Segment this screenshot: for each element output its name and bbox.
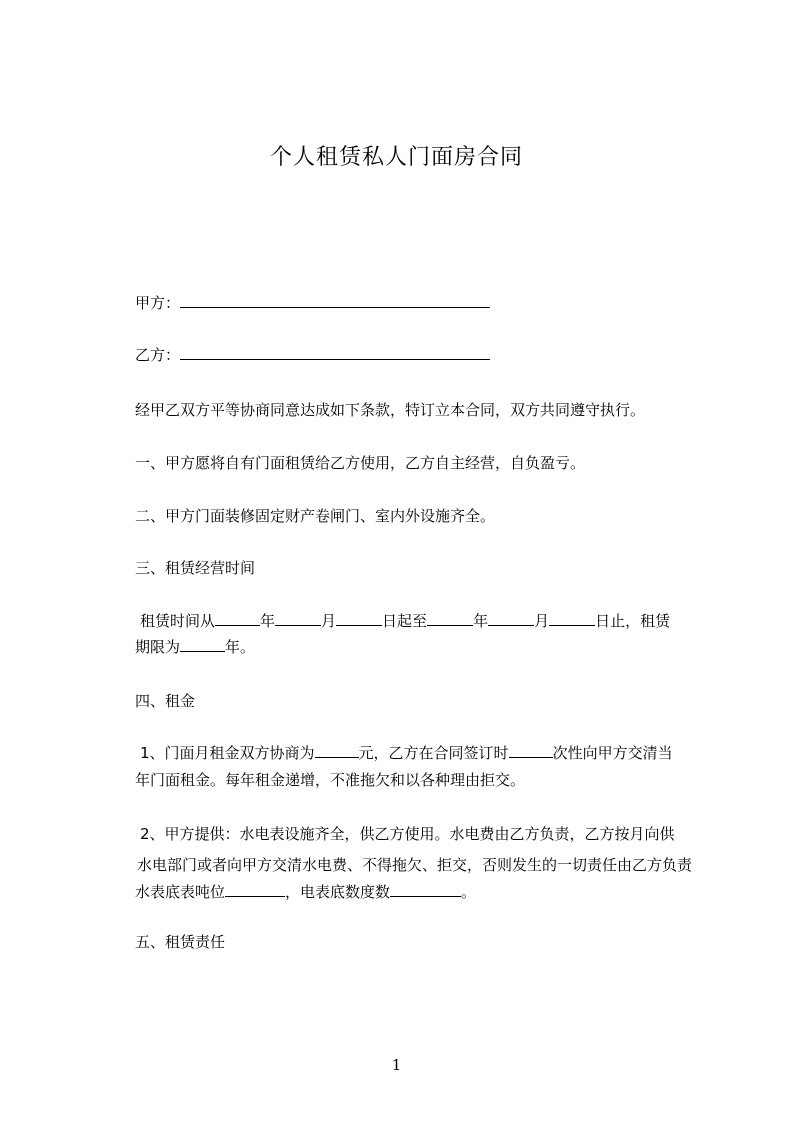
end-day-blank[interactable]: [549, 611, 595, 626]
water-meter-blank[interactable]: [225, 882, 285, 897]
clause-5-heading: 五、租赁责任: [135, 933, 226, 951]
month-label-2: 月: [534, 612, 550, 630]
party-b-line: [135, 344, 490, 366]
document-title: 个人租赁私人门面房合同: [269, 145, 523, 170]
rent-part-2: 元，乙方在合同签订时: [358, 744, 509, 762]
period-years-blank[interactable]: [180, 637, 225, 652]
party-a-line: [135, 292, 490, 314]
clause-1: 一、甲方愿将自有门面租赁给乙方使用，乙方自主经营，自负盈亏。: [135, 454, 586, 472]
clause-4-heading: 四、租金: [135, 692, 196, 710]
clause-3-line-1: [140, 610, 670, 632]
clause-4-item-2-line-2: 水电部门或者向甲方交清水电费、不得拖欠、拒交，否则发生的一切责任由乙方负责: [137, 856, 693, 874]
month-label: 月: [321, 612, 337, 630]
clause-4-item-2-line-1: 2、甲方提供：水电表设施齐全，供乙方使用。水电费由乙方负责，乙方按月向供: [140, 825, 675, 843]
clause-2: 二、甲方门面装修固定财产卷闸门、室内外设施齐全。: [135, 507, 496, 525]
party-b-blank[interactable]: [180, 345, 490, 360]
rent-part-3: 次性向甲方交清当: [552, 744, 673, 762]
period-mark: 。: [461, 883, 477, 901]
rent-part-1: 1、门面月租金双方协商为: [140, 744, 315, 762]
party-b-label: 乙方：: [135, 346, 181, 364]
clause-4-item-1-line-1: [140, 742, 673, 764]
period-prefix: 期限为: [135, 638, 181, 656]
water-meter-label: 水表底表吨位: [135, 883, 226, 901]
payment-count-blank[interactable]: [509, 743, 553, 758]
clause-4-item-2-line-3: [135, 881, 476, 903]
year-label-2: 年: [473, 612, 489, 630]
term-prefix: 租赁时间从: [140, 612, 216, 630]
start-year-blank[interactable]: [215, 611, 260, 626]
start-day-blank[interactable]: [336, 611, 382, 626]
party-a-blank[interactable]: [180, 293, 490, 308]
party-a-label: 甲方：: [135, 294, 181, 312]
day-to-label: 日止，租赁: [595, 612, 671, 630]
period-suffix: 年。: [225, 638, 256, 656]
end-year-blank[interactable]: [427, 611, 473, 626]
clause-3-line-2: [135, 636, 255, 658]
end-month-blank[interactable]: [488, 611, 534, 626]
page-number: 1: [391, 1056, 402, 1074]
electric-meter-label: ，电表底数度数: [285, 883, 391, 901]
year-label: 年: [260, 612, 276, 630]
intro-paragraph: 经甲乙双方平等协商同意达成如下条款，特订立本合同，双方共同遵守执行。: [135, 401, 646, 419]
day-from-label: 日起至: [382, 612, 428, 630]
monthly-rent-blank[interactable]: [315, 743, 359, 758]
start-month-blank[interactable]: [275, 611, 321, 626]
clause-3-heading: 三、租赁经营时间: [135, 559, 256, 577]
electric-meter-blank[interactable]: [390, 882, 461, 897]
clause-4-item-1-line-2: 年门面租金。每年租金递增，不准拖欠和以各种理由拒交。: [135, 771, 526, 789]
